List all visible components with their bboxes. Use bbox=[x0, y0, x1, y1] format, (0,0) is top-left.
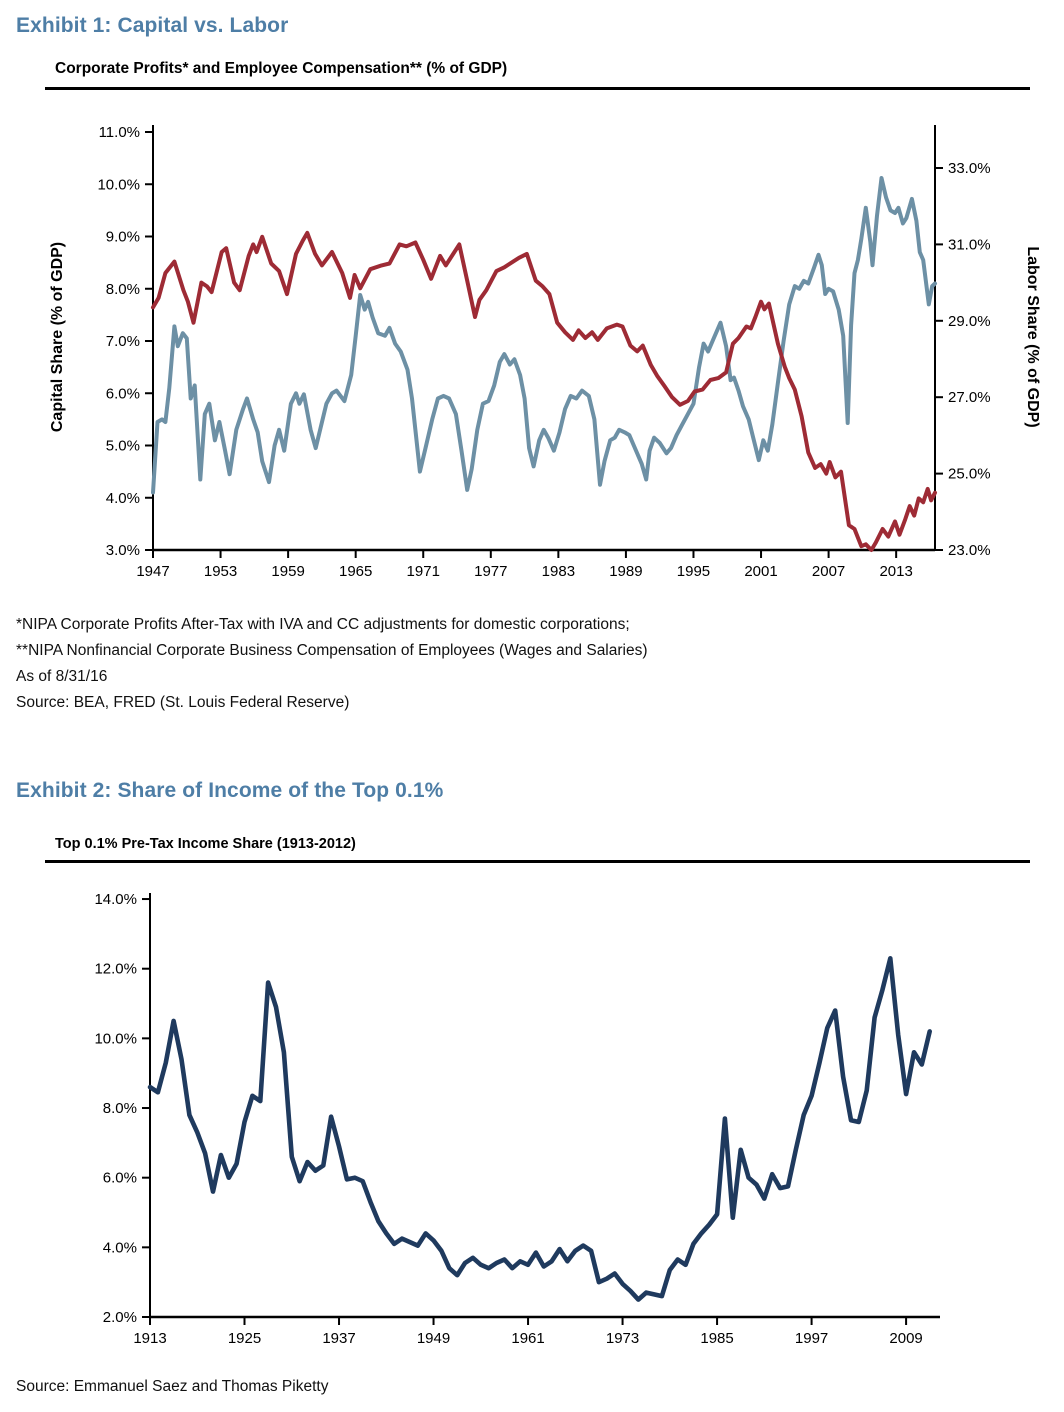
series-line-0 bbox=[153, 178, 935, 493]
x-tick-label: 1973 bbox=[605, 1330, 640, 1347]
chart2-title: Top 0.1% Pre-Tax Income Share (1913-2012) bbox=[55, 836, 356, 852]
x-tick-label: 1965 bbox=[338, 563, 373, 580]
chart1-title-rule bbox=[45, 87, 1030, 90]
x-tick-label: 2009 bbox=[889, 1330, 923, 1347]
chart2-title-rule bbox=[45, 860, 1030, 863]
chart1-title: Corporate Profits* and Employee Compensation** (% of GDP) bbox=[55, 60, 508, 77]
chart1-footnotes bbox=[16, 612, 648, 716]
right-axis-title: Labor Share (% of GDP) bbox=[1024, 246, 1041, 428]
left-tick-label: 14.0% bbox=[94, 891, 137, 909]
right-tick-label: 33.0% bbox=[948, 160, 991, 177]
x-tick-label: 1985 bbox=[700, 1330, 734, 1347]
x-tick-label: 1949 bbox=[416, 1330, 451, 1347]
left-tick-label: 4.0% bbox=[105, 489, 140, 507]
x-tick-label: 1997 bbox=[794, 1330, 829, 1347]
left-tick-label: 7.0% bbox=[105, 333, 140, 350]
left-tick-label: 10.0% bbox=[94, 1030, 137, 1048]
right-tick-label: 27.0% bbox=[948, 389, 991, 407]
x-tick-label: 1995 bbox=[676, 563, 711, 580]
x-tick-label: 2001 bbox=[744, 563, 778, 580]
footnote-line: Source: BEA, FRED (St. Louis Federal Reserve) bbox=[16, 694, 350, 711]
x-tick-label: 1971 bbox=[406, 563, 440, 580]
footnote-line: *NIPA Corporate Profits After-Tax with IVA and CC adjustments for domestic corporations; bbox=[16, 616, 630, 633]
right-tick-label: 23.0% bbox=[948, 542, 991, 559]
x-tick-label: 1989 bbox=[609, 563, 643, 580]
left-tick-label: 9.0% bbox=[105, 228, 140, 246]
left-tick-label: 11.0% bbox=[98, 124, 140, 141]
left-tick-label: 8.0% bbox=[105, 280, 140, 298]
x-tick-label: 1983 bbox=[541, 563, 576, 580]
left-tick-label: 2.0% bbox=[102, 1309, 137, 1326]
x-tick-label: 1953 bbox=[203, 563, 238, 580]
left-tick-label: 8.0% bbox=[102, 1100, 137, 1118]
x-tick-label: 1947 bbox=[136, 563, 170, 580]
left-tick-label: 5.0% bbox=[105, 437, 140, 455]
series-line-1 bbox=[153, 233, 935, 550]
capital-vs-labor-chart bbox=[0, 95, 1064, 595]
left-tick-label: 4.0% bbox=[102, 1239, 137, 1257]
series-line-0 bbox=[150, 958, 930, 1299]
left-tick-label: 10.0% bbox=[97, 176, 140, 194]
right-tick-label: 29.0% bbox=[948, 312, 991, 330]
footnote-line: As of 8/31/16 bbox=[16, 668, 108, 685]
x-tick-label: 1925 bbox=[227, 1330, 262, 1347]
x-tick-label: 2013 bbox=[879, 563, 913, 580]
exhibit1-heading: Exhibit 1: Capital vs. Labor bbox=[16, 14, 289, 37]
top-income-share-chart bbox=[0, 875, 1064, 1360]
left-tick-label: 3.0% bbox=[105, 542, 140, 559]
left-tick-label: 6.0% bbox=[102, 1169, 137, 1187]
x-tick-label: 1913 bbox=[133, 1330, 167, 1347]
right-tick-label: 31.0% bbox=[948, 236, 991, 254]
left-tick-label: 6.0% bbox=[105, 385, 140, 403]
exhibit2-heading: Exhibit 2: Share of Income of the Top 0.1% bbox=[16, 779, 444, 802]
x-tick-label: 1959 bbox=[271, 563, 305, 580]
x-tick-label: 1961 bbox=[511, 1330, 545, 1347]
left-axis-title: Capital Share (% of GDP) bbox=[49, 241, 66, 433]
chart2-source: Source: Emmanuel Saez and Thomas Piketty bbox=[16, 1378, 329, 1395]
x-tick-label: 1977 bbox=[474, 563, 508, 580]
x-tick-label: 1937 bbox=[322, 1330, 356, 1347]
x-tick-label: 2007 bbox=[811, 563, 846, 580]
left-tick-label: 12.0% bbox=[94, 960, 137, 978]
footnote-line: **NIPA Nonfinancial Corporate Business Compensation of Employees (Wages and Salaries) bbox=[16, 642, 648, 659]
right-tick-label: 25.0% bbox=[948, 465, 991, 483]
